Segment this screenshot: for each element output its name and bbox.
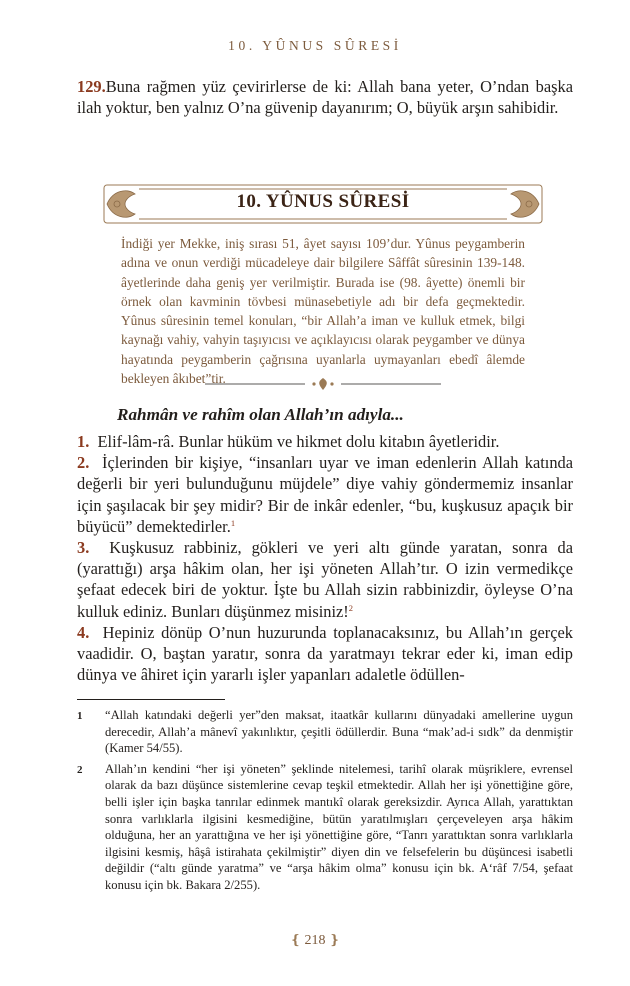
surah-title: 10. YÛNUS SÛRESİ (236, 191, 410, 212)
verse-number: 129. (77, 77, 106, 96)
floral-divider-icon (205, 377, 441, 391)
footnotes (77, 707, 573, 898)
footnote-number: 1 (77, 710, 83, 722)
footnote-text: Allah’ın kendini “her işi yöneten” şeklinde nitelemesi, tarihî olarak müşriklere, evrensel olarak da bazı düşünce sistemlerine cevap teşkil etmektedir. Allah her işi yönettiğine göre, belli işler için başka tanrılar edinmek mantıkî olarak gereksizdir. Ayrıca Allah, yarattıktan sonra varlıklarla ilgisini kesmediğine, bütün yaratılmışları çerçeveleyen arşa hâkim olduğuna, her an yarattığına ve her işi yönettiğine göre, “Tanrı yarattıktan sonra varlıklarla ilgisini kesmiş, hâşâ istirahata çekilmiştir” diyen din ve felsefelerin bu düşüncesi isabetli değildir (“altı günde yaratma” ve “arşa hâkim olma” konusu için bk. A‘râf 7/54, şefaat konusu için bk. Bakara 2/255). (105, 761, 573, 892)
running-head: 10. YÛNUS SÛRESİ (228, 38, 402, 53)
footnote-ref[interactable]: 2 (348, 602, 354, 613)
verse-1 (77, 431, 573, 452)
footnote-number: 2 (77, 763, 83, 776)
page-number: 218 (304, 933, 326, 948)
verse-text: Buna rağmen yüz çevirirlerse de ki: Allah bana yeter, O’ndan başka ilah yoktur, ben yalnız O’na güvenip dayanırım; O, büyük arşın sahibidir. (77, 77, 573, 118)
footnote-2 (77, 761, 573, 894)
verse-number: 4. (77, 622, 90, 642)
bracket-ornament-icon: ❴ (290, 932, 301, 947)
footnote-divider (77, 699, 225, 700)
verse-number: 3. (77, 538, 90, 558)
verse-text: Elif-lâm-râ. Bunlar hüküm ve hikmet dolu kitabın âyetleridir. (97, 432, 500, 451)
verse-list (77, 431, 573, 685)
footnote-1 (77, 707, 573, 757)
verse-text: Hepiniz dönüp O’nun huzurunda toplanacaksınız, bu Allah’ın gerçek vaadidir. O, baştan yaratır, sonra da yaratmayı tekrar eder ki, iman edip dünya ve âhiret için yararlı işler yapanları adaletle ödüllen- (77, 622, 573, 685)
previous-verse (77, 76, 573, 118)
footnote-ref[interactable]: 1 (230, 517, 236, 528)
surah-introduction: İndiği yer Mekke, iniş sırası 51, âyet sayısı 109’dur. Yûnus peygamberin adına ve onun verdiği mücadeleye dair bilgilere Sâffât sûresinin 139-148. âyetlerinde daha geniş yer verilmiştir. Burada ise (98. âyette) önemli bir örnek olan kavminin tövbesi münasebetiyle adı bir defa geçmektedir. Yûnus sûresinin temel konuları, “bir Allah’a iman ve kulluk etmek, bilgi kaynağı vahiy, vahyin taşıyıcısı ve açıklayıcısı olarak peygamber ve dünya hayatında peygamberin çağrısına uyanlarla uymayanları ebedî âlemde bekleyen âkıbet”tir. (121, 236, 525, 387)
bracket-ornament-icon: ❵ (329, 932, 340, 947)
basmala: Rahmân ve rahîm olan Allah’ın adıyla... (117, 405, 404, 424)
page-number-area (0, 932, 630, 949)
footnote-text: “Allah katındaki değerli yer”den maksat, itaatkâr kullarını dünyadaki amellerine uygun derecedir, Allah’a mânevî yakınlıktır, çeşitli ödüllerdir. Buna “mak’ad-i sıdk” da denmiştir (Kamer 54/55). (105, 708, 573, 756)
verse-text: İçlerinden bir kişiye, “insanları uyar ve iman edenlerin Allah katında değerli bir yeri bulunduğunu müjdele” diye vahiy göndermemiz insanlar için şaşılacak bir şey midir? Bir de inkâr edenler, “bu, kuşkusuz apaçık bir büyücü” demektedirler. (77, 453, 573, 536)
verse-3 (77, 537, 573, 622)
verse-4 (77, 622, 573, 686)
verse-2 (77, 452, 573, 537)
verse-number: 2. (77, 453, 90, 473)
verse-text: Kuşkusuz rabbiniz, gökleri ve yeri altı günde yaratan, sonra da (yarattığı) arşa hâkim olan, her işi yöneten Allah’tır. O izin vermedikçe şefaat edecek biri de yoktur. İşte bu Allah sizin rabbinizdir, öyleyse O’na kulluk ediniz. Bunları düşünmez misiniz! (77, 538, 574, 621)
verse-number: 1. (77, 432, 90, 451)
